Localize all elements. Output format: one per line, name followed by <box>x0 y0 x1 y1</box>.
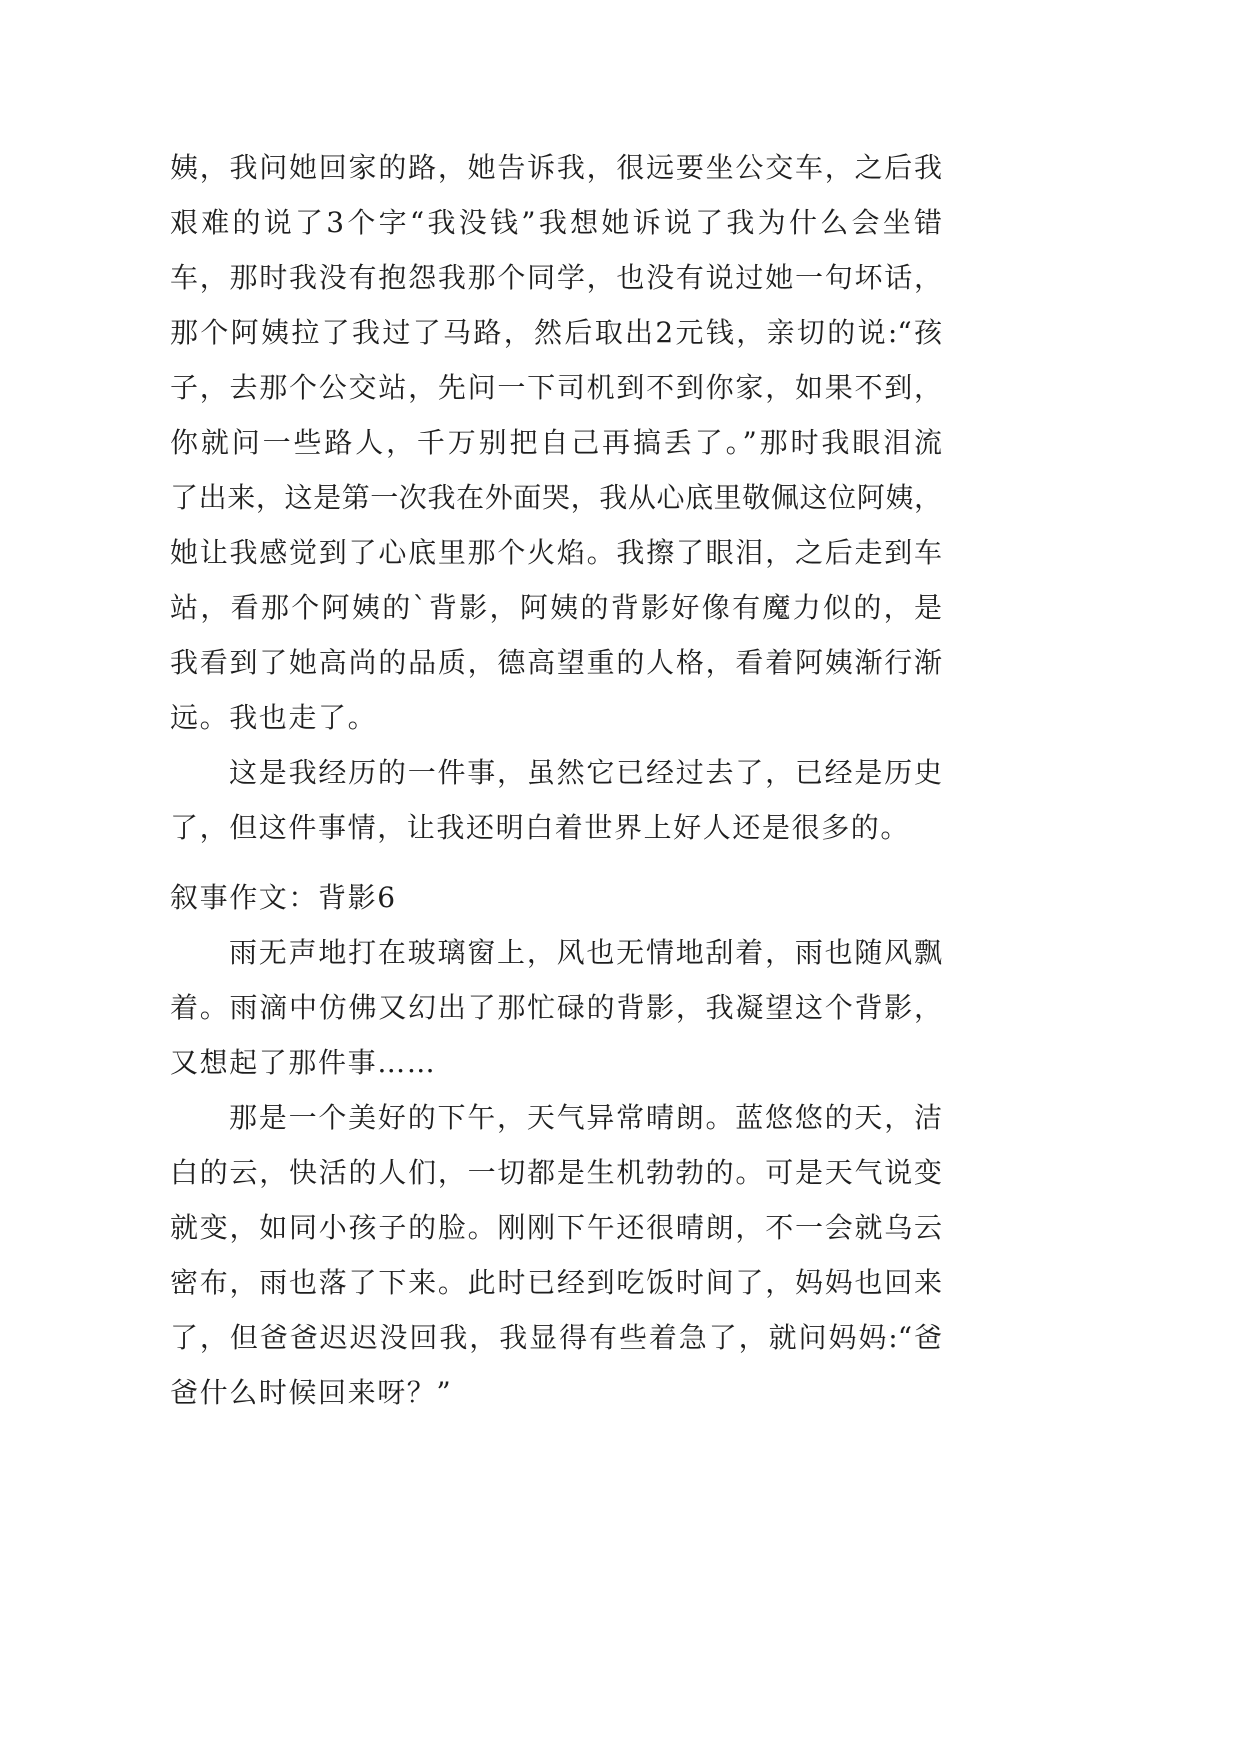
text-line: 了，但这件事情，让我还明白着世界上好人还是很多的。 <box>170 811 911 844</box>
text-line: 她让我感觉到了心底里那个火焰。我擦了眼泪，之后走到车 <box>170 536 942 569</box>
text-line: 远。我也走了。 <box>170 701 378 734</box>
text-line: 姨，我问她回家的路，她告诉我，很远要坐公交车，之后我 <box>170 151 942 184</box>
paragraph <box>170 745 942 855</box>
text-line: 这是我经历的一件事，虽然它已经过去了，已经是历史 <box>229 756 942 789</box>
paragraph <box>170 140 942 745</box>
text-line: 白的云，快活的人们，一切都是生机勃勃的。可是天气说变 <box>170 1156 942 1189</box>
text-line: 密布，雨也落了下来。此时已经到吃饭时间了，妈妈也回来 <box>170 1266 942 1299</box>
text-line: 又想起了那件事…… <box>170 1046 437 1079</box>
text-line: 那是一个美好的下午，天气异常晴朗。蓝悠悠的天，洁 <box>229 1101 942 1134</box>
text-line: 艰难的说了3个字“我没钱”我想她诉说了我为什么会坐错 <box>170 206 942 239</box>
text-line: 就变，如同小孩子的脸。刚刚下午还很晴朗，不一会就乌云 <box>170 1211 942 1244</box>
paragraph <box>170 1090 942 1420</box>
text-line: 你就问一些路人，千万别把自己再搞丢了。”那时我眼泪流 <box>170 426 942 459</box>
section-heading: 叙事作文：背影6 <box>170 881 397 914</box>
text-line: 那个阿姨拉了我过了马路，然后取出2元钱，亲切的说:“孩 <box>170 316 942 349</box>
text-line: 车，那时我没有抱怨我那个同学，也没有说过她一句坏话， <box>170 261 942 294</box>
text-line: 着。雨滴中仿佛又幻出了那忙碌的背影，我凝望这个背影， <box>170 991 942 1024</box>
text-line: 站，看那个阿姨的`背影，阿姨的背影好像有魔力似的，是 <box>170 591 942 624</box>
text-line: 爸什么时候回来呀？” <box>170 1376 453 1409</box>
document-body <box>170 140 942 1420</box>
paragraph <box>170 925 942 1090</box>
text-line: 了出来，这是第一次我在外面哭，我从心底里敬佩这位阿姨， <box>170 481 942 514</box>
text-line: 我看到了她高尚的品质，德高望重的人格，看着阿姨渐行渐 <box>170 646 942 679</box>
text-line: 雨无声地打在玻璃窗上，风也无情地刮着，雨也随风飘 <box>229 936 942 969</box>
text-line: 子，去那个公交站，先问一下司机到不到你家，如果不到， <box>170 371 942 404</box>
text-line: 了，但爸爸迟迟没回我，我显得有些着急了，就问妈妈:“爸 <box>170 1321 942 1354</box>
